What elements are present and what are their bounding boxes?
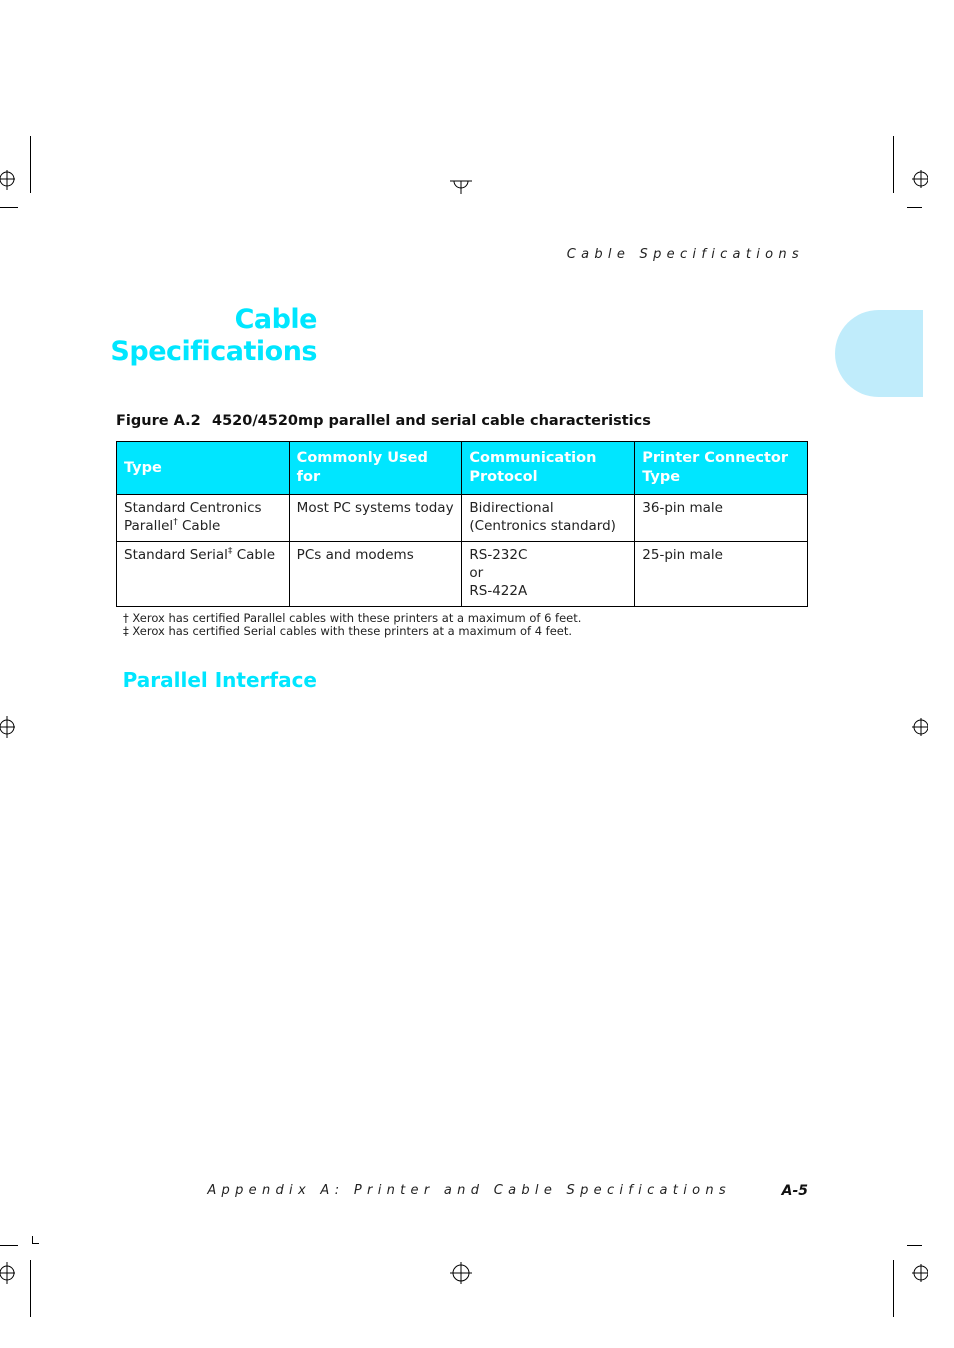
- page-title-line: Cable: [234, 304, 317, 335]
- cell-text: RS-232C: [469, 547, 528, 563]
- running-head: Cable Specifications: [566, 247, 804, 262]
- section-heading: Parallel Interface: [122, 668, 317, 692]
- cell-text: or: [469, 565, 484, 581]
- crop-mark-icon: [0, 207, 18, 208]
- crop-mark-icon: [907, 1245, 922, 1246]
- cell-text: RS-422A: [469, 583, 528, 599]
- crop-mark-icon: [32, 1243, 39, 1244]
- cell-text: Parallel: [124, 518, 174, 534]
- cell-text: Standard Serial: [124, 547, 228, 563]
- column-header: Type: [117, 442, 290, 495]
- crop-mark-icon: [893, 1260, 894, 1317]
- table-cell: PCs and modems: [289, 542, 462, 607]
- registration-mark-icon: [0, 716, 22, 738]
- table-cell: [462, 495, 635, 542]
- footnote-mark: †: [173, 517, 178, 528]
- footnote: † Xerox has certified Parallel cables with these printers at a maximum of 6 feet.: [123, 611, 582, 625]
- figure-caption: [116, 413, 651, 429]
- figure-number: Figure A.2: [116, 413, 201, 429]
- registration-mark-icon: [906, 1262, 928, 1284]
- cable-spec-table: [116, 441, 808, 607]
- table-header-row: [117, 442, 808, 495]
- registration-mark-icon: [906, 168, 928, 190]
- cell-text: (Centronics standard): [469, 518, 616, 534]
- table-row: [117, 542, 808, 607]
- page-title: [110, 304, 317, 368]
- cell-text: Cable: [232, 547, 276, 563]
- registration-mark-icon: [0, 168, 22, 190]
- table-footnotes: [123, 612, 581, 638]
- page-footer: Appendix A: Printer and Cable Specifications: [207, 1183, 731, 1198]
- table-cell: 36-pin male: [635, 495, 808, 542]
- column-header: Printer Connector Type: [635, 442, 808, 495]
- page-number: A-5: [781, 1183, 808, 1199]
- footnote: ‡ Xerox has certified Serial cables with these printers at a maximum of 4 feet.: [123, 624, 573, 638]
- table-row: [117, 495, 808, 542]
- table-cell: 25-pin male: [635, 542, 808, 607]
- registration-mark-icon: [906, 716, 928, 738]
- crop-mark-icon: [0, 1245, 18, 1246]
- table-cell: [117, 495, 290, 542]
- column-header: Communication Protocol: [462, 442, 635, 495]
- figure-title: 4520/4520mp parallel and serial cable characteristics: [212, 413, 651, 429]
- crop-mark-icon: [30, 136, 31, 193]
- crop-mark-icon: [907, 207, 922, 208]
- footnote-mark: ‡: [227, 546, 233, 557]
- table-cell: [462, 542, 635, 607]
- cell-text: Standard Centronics: [124, 500, 262, 516]
- cell-text: Bidirectional: [469, 500, 554, 516]
- crop-mark-icon: [893, 136, 894, 193]
- column-header: Commonly Used for: [289, 442, 462, 495]
- page-title-line: Specifications: [110, 336, 317, 367]
- table-cell: [117, 542, 290, 607]
- chapter-tab: [835, 310, 923, 397]
- cell-text: Cable: [177, 518, 221, 534]
- registration-mark-icon: [450, 1262, 472, 1284]
- crop-mark-icon: [30, 1260, 31, 1317]
- registration-mark-icon: [450, 172, 472, 194]
- registration-mark-icon: [0, 1262, 22, 1284]
- table-cell: Most PC systems today: [289, 495, 462, 542]
